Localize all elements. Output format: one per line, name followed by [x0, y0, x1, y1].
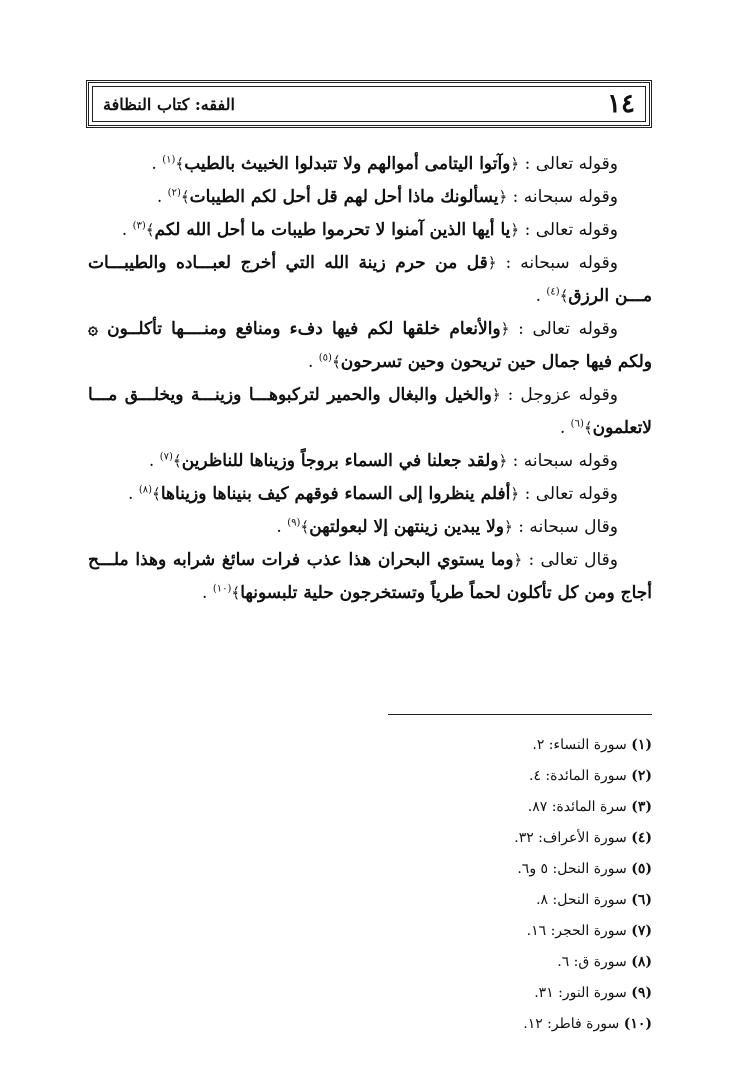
footnote-text: سورة النساء: ٢.	[532, 737, 627, 753]
verse-end: .	[148, 451, 155, 471]
verse-intro: وقوله تعالى :	[524, 220, 618, 240]
verse-text: ولقد جعلنا في السماء بروجاً وزيناها للناظرين	[181, 451, 499, 471]
open-bracket: ﴿	[498, 452, 508, 470]
footnote-ref: (٦)	[570, 418, 584, 430]
verse-text: قل من حرم زينة الله التي أخرج لعبـــاده والطيبـــات مـــن الرزق	[88, 253, 652, 306]
verse-paragraph	[88, 181, 652, 214]
footnote	[252, 947, 652, 978]
footnote-text: سورة فاطر: ١٢.	[523, 1016, 620, 1032]
verse-text: وآتوا اليتامى أموالهم ولا تتبدلوا الخبيث بالطيب	[184, 154, 511, 174]
footnote	[252, 730, 652, 761]
close-bracket: ﴾	[175, 155, 185, 173]
open-bracket: ﴿	[510, 155, 520, 173]
footnote-ref: (٨)	[138, 484, 153, 496]
verse-end: .	[156, 187, 163, 207]
open-bracket: ﴿	[500, 320, 510, 338]
footnote-ref: (٩)	[287, 517, 301, 529]
verse-end: .	[151, 154, 157, 174]
footnote-text: سرة المائدة: ٨٧.	[527, 799, 627, 815]
open-bracket: ﴿	[504, 518, 513, 536]
verse-intro: وقوله تعالى :	[524, 154, 618, 174]
verse-text: ولا يبدين زينتهن إلا لبعولتهن	[309, 517, 505, 537]
footnote-ref: (٧)	[159, 451, 173, 463]
verse-paragraph	[88, 445, 652, 478]
verse-text: يا أيها الذين آمنوا لا تحرموا طيبات ما أحل الله لكم	[154, 220, 511, 240]
main-text	[88, 148, 652, 610]
open-bracket: ﴿	[498, 188, 508, 206]
verse-paragraph	[88, 247, 652, 313]
close-bracket: ﴾	[583, 419, 593, 437]
footnote-number: (٥)	[631, 861, 652, 877]
footnote-text: سورة المائدة: ٤.	[529, 768, 627, 784]
open-bracket: ﴿	[510, 485, 520, 503]
footnote-divider	[388, 714, 652, 715]
open-bracket: ﴿	[510, 221, 520, 239]
footnote-ref: (١)	[162, 154, 176, 166]
verse-end: .	[535, 286, 542, 306]
footnote	[252, 1009, 652, 1040]
close-bracket: ﴾	[300, 518, 310, 536]
verse-intro: وقوله سبحانه :	[512, 187, 618, 207]
footnote-text: سورة النور: ٣١.	[534, 985, 627, 1001]
footnote-ref: (٥)	[318, 352, 332, 364]
verse-end: .	[276, 517, 282, 537]
verse-intro: وقوله سبحانه :	[505, 253, 618, 273]
verse-end: .	[559, 418, 566, 438]
verse-text: والخيل والبغال والحمير لتركبوهـــا وزينـــة ويخلـــق مـــا لاتعلمون	[88, 385, 652, 438]
close-bracket: ﴾	[145, 221, 155, 239]
footnote	[252, 885, 652, 916]
footnote-text: سورة الحجر: ١٦.	[526, 923, 627, 939]
verse-text: وما يستوي البحران هذا عذب فرات سائغ شرابه وهذا ملـــح أجاج ومن كل تأكلون لحماً طرياً وتستخرجون حلية تلبسونها	[88, 550, 652, 603]
verse-paragraph	[88, 379, 652, 445]
verse-text: والأنعام خلقها لكم فيها دفء ومنافع ومنــــها تأكلــون ۞ ولكم فيها جمال حين تريحون وحين تسرحون	[88, 319, 652, 372]
verse-paragraph	[88, 544, 652, 610]
footnote-number: (٨)	[631, 954, 652, 970]
footnote-number: (٤)	[631, 830, 652, 846]
footnotes	[252, 730, 652, 1040]
verse-intro: وقال سبحانه :	[518, 517, 618, 537]
footnote-ref: (٣)	[132, 220, 146, 232]
verse-text: أفلم ينظروا إلى السماء فوقهم كيف بنيناها وزيناها	[160, 484, 511, 504]
close-bracket: ﴾	[559, 287, 569, 305]
footnote-number: (٣)	[631, 799, 652, 815]
page-number: ١٤	[607, 89, 635, 119]
page-header	[86, 80, 652, 128]
footnote-ref: (٤)	[546, 286, 560, 298]
verse-end: .	[307, 352, 314, 372]
open-bracket: ﴿	[513, 551, 523, 569]
footnote	[252, 823, 652, 854]
verse-intro: وقوله سبحانه :	[512, 451, 618, 471]
footnote-text: سورة الأعراف: ٣٢.	[514, 830, 627, 846]
footnote	[252, 916, 652, 947]
open-bracket: ﴿	[487, 254, 497, 272]
verse-intro: وقوله تعالى :	[524, 484, 618, 504]
verse-intro: وقال تعالى :	[528, 550, 618, 570]
footnote-number: (١)	[631, 737, 652, 753]
footnote-number: (٧)	[631, 923, 652, 939]
footnote	[252, 854, 652, 885]
footnote	[252, 978, 652, 1009]
footnote-text: سورة النحل: ٥ و٦.	[517, 861, 627, 877]
footnote-text: سورة ق: ٦.	[557, 954, 627, 970]
footnote-number: (٢)	[631, 768, 652, 784]
verse-paragraph	[88, 214, 652, 247]
running-title: الفقه: كتاب النظافة	[103, 94, 235, 114]
footnote	[252, 761, 652, 792]
footnote-ref: (١٠)	[212, 583, 232, 595]
verse-end: .	[202, 583, 208, 603]
footnote-number: (٩)	[631, 985, 652, 1001]
open-bracket: ﴿	[491, 386, 501, 404]
verse-paragraph	[88, 511, 652, 544]
verse-paragraph	[88, 313, 652, 379]
close-bracket: ﴾	[152, 485, 161, 503]
footnote-text: سورة النحل: ٨.	[536, 892, 627, 908]
close-bracket: ﴾	[231, 584, 241, 602]
verse-intro: وقوله تعالى :	[518, 319, 618, 339]
footnote-number: (١٠)	[623, 1016, 652, 1032]
footnote	[252, 792, 652, 823]
close-bracket: ﴾	[331, 353, 341, 371]
verse-paragraph	[88, 478, 652, 511]
verse-end: .	[128, 484, 134, 504]
verse-paragraph	[88, 148, 652, 181]
close-bracket: ﴾	[180, 188, 190, 206]
footnote-ref: (٢)	[167, 187, 181, 199]
footnote-number: (٦)	[631, 892, 652, 908]
verse-text: يسألونك ماذا أحل لهم قل أحل لكم الطيبات	[189, 187, 499, 207]
close-bracket: ﴾	[172, 452, 182, 470]
verse-intro: وقوله عزوجل :	[507, 385, 618, 405]
verse-end: .	[121, 220, 128, 240]
